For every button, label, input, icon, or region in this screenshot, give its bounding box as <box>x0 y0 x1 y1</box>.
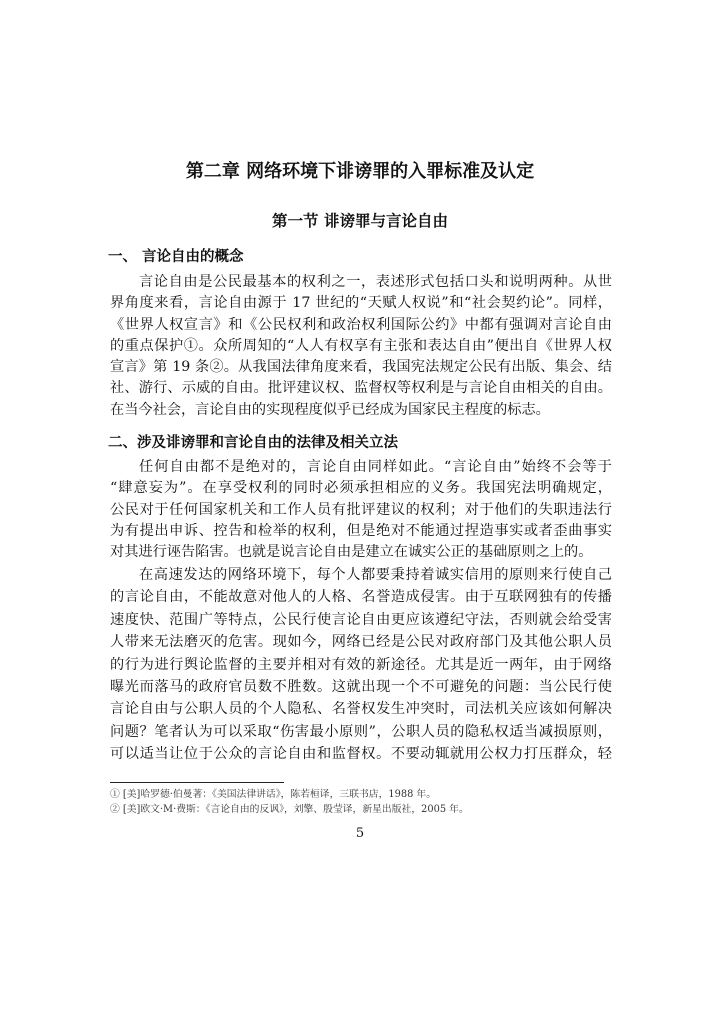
text-line: 速度快、范围广等特点，公民行使言论自由更应该遵纪守法，否则就会给受害 <box>110 611 612 628</box>
text-line: 社、游行、示威的自由。批评建议权、监督权等权利是与言论自由相关的自由。 <box>110 380 612 397</box>
paragraph-2 <box>110 457 612 563</box>
text-line: 在当今社会，言论自由的实现程度似乎已经成为国家民主程度的标志。 <box>110 401 550 418</box>
heading-legislation: 二、涉及诽谤罪和言论自由的法律及相关立法 <box>108 435 398 451</box>
text-line: “肆意妄为”。在享受权利的同时必须承担相应的义务。我国宪法明确规定， <box>110 480 612 497</box>
paragraph-1 <box>110 272 612 421</box>
page-number: 5 <box>355 826 365 841</box>
text-line: 可以适当让位于公众的言论自由和监督权。不要动辄就用公权力打压群众，轻 <box>110 746 612 763</box>
section-title: 第一节 诽谤罪与言论自由 <box>272 212 448 230</box>
text-line: 在高速发达的网络环境下，每个人都要秉持着诚实信用的原则来行使自己 <box>139 567 612 583</box>
text-line: 宣言》第 19 条②。从我国法律角度来看，我国宪法规定公民有出版、集会、结 <box>110 359 612 376</box>
text-line: 的言论自由，不能故意对他人的人格、名誉造成侵害。由于互联网独有的传播 <box>110 589 612 606</box>
paragraph-3 <box>110 564 612 766</box>
text-line: 为有提出申诉、控告和检举的权利，但是绝对不能通过捏造事实或者歪曲事实 <box>110 522 612 539</box>
footnote-1: ① [美]哈罗德·伯曼著：《美国法律讲话》，陈若桓译，三联书店，1988 年。 <box>110 789 437 800</box>
text-line: 的重点保护①。众所周知的“人人有权享有主张和表达自由”便出自《世界人权 <box>110 337 612 354</box>
text-line: 曝光而落马的政府官员数不胜数。这就出现一个不可避免的问题：当公民行使 <box>110 678 612 695</box>
heading-concept: 一、 言论自由的概念 <box>108 249 244 265</box>
text-line: 公民对于任何国家机关和工作人员有批评建议的权利；对于他们的失职违法行 <box>110 501 612 518</box>
text-line: 《世界人权宣言》和《公民权利和政治权利国际公约》中都有强调对言论自由 <box>110 316 612 333</box>
text-line: 界角度来看，言论自由源于 17 世纪的“天赋人权说”和“社会契约论”。同样， <box>110 295 612 312</box>
text-line: 的行为进行舆论监督的主要并相对有效的新途径。尤其是近一两年，由于网络 <box>110 656 612 673</box>
text-line: 人带来无法磨灭的危害。现如今，网络已经是公民对政府部门及其他公职人员 <box>110 634 612 651</box>
text-line: 言论自由是公民最基本的权利之一，表述形式包括口头和说明两种。从世 <box>139 274 612 290</box>
text-line: 问题？笔者认为可以采取“伤害最小原则”，公职人员的隐私权适当减损原则， <box>110 723 612 740</box>
text-line: 任何自由都不是绝对的，言论自由同样如此。“言论自由”始终不会等于 <box>139 459 612 475</box>
chapter-title: 第二章 网络环境下诽谤罪的入罪标准及认定 <box>185 161 535 182</box>
footnote-divider <box>110 782 284 783</box>
text-line: 对其进行诬告陷害。也就是说言论自由是建立在诚实公正的基础原则之上的。 <box>110 544 593 561</box>
text-line: 言论自由与公职人员的个人隐私、名誉权发生冲突时，司法机关应该如何解决 <box>110 701 612 718</box>
footnote-2: ② [美]欧文·M·费斯：《言论自由的反讽》，刘擎、殷莹译，新星出版社，2005 年。 <box>110 804 469 815</box>
